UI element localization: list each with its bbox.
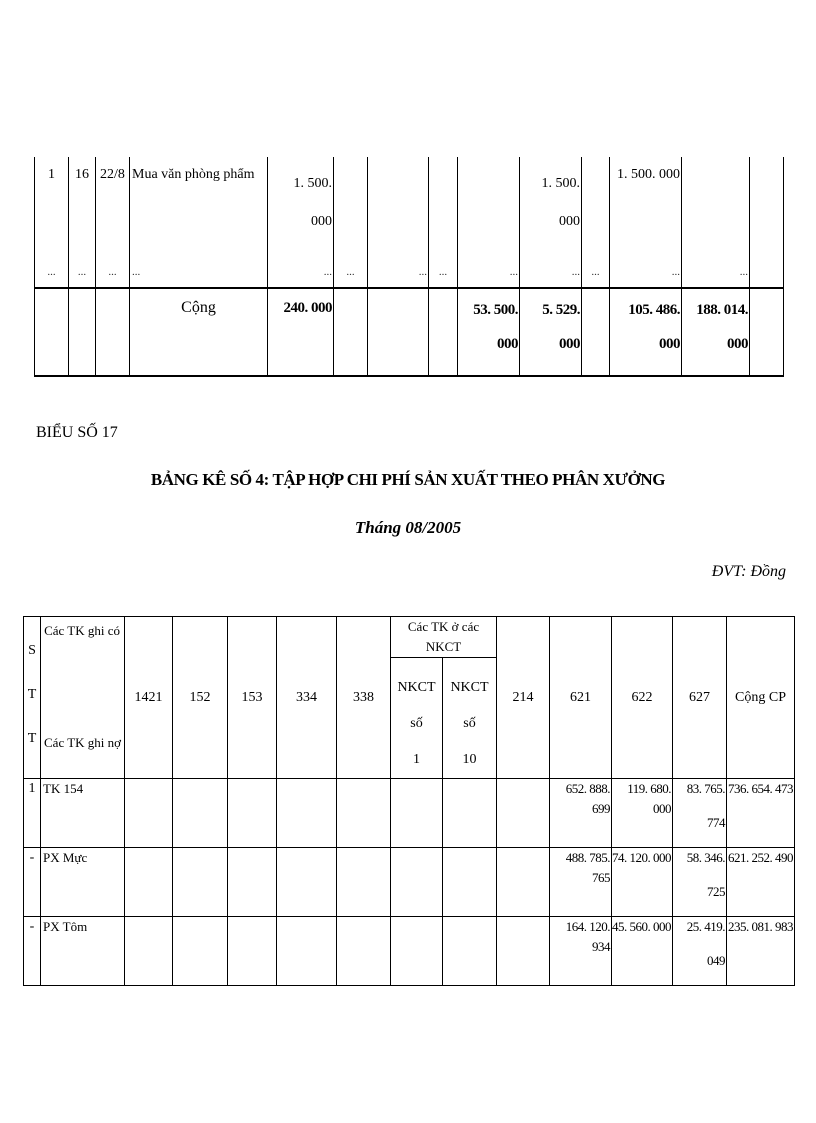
ledger-ellipsis-row xyxy=(35,257,784,288)
empty-cell xyxy=(582,157,610,257)
row-627 xyxy=(673,917,727,986)
empty-cell xyxy=(334,288,368,376)
stt-letter: T xyxy=(27,731,37,746)
row-total: 621. 252. 490 xyxy=(727,848,795,917)
empty-cell xyxy=(125,779,173,848)
empty-cell xyxy=(497,848,550,917)
empty-cell xyxy=(497,779,550,848)
empty-cell xyxy=(750,288,784,376)
item-ct-no: 16 xyxy=(69,157,96,257)
stt-header xyxy=(24,617,41,779)
credit-accounts-label: Các TK ghi có xyxy=(44,623,120,638)
item-stt: 1 xyxy=(35,157,69,257)
row-account-name: PX Mực xyxy=(41,848,125,917)
document-title: BẢNG KÊ SỐ 4: TẬP HỢP CHI PHÍ SẢN XUẤT THEO PHÂN XƯỞNG xyxy=(150,470,666,489)
row-stt: 1 xyxy=(24,779,41,848)
total-v2-line2: 000 xyxy=(497,336,518,352)
empty-cell xyxy=(429,157,458,257)
ellipsis-cell: ... xyxy=(520,257,582,288)
empty-cell xyxy=(750,157,784,257)
ellipsis-cell: ... xyxy=(610,257,682,288)
item-amount-b xyxy=(520,157,582,257)
header-153: 153 xyxy=(228,617,277,779)
item-amount-b-line2: 000 xyxy=(559,214,580,229)
row-627 xyxy=(673,848,727,917)
empty-cell xyxy=(443,779,497,848)
header-1421: 1421 xyxy=(125,617,173,779)
nkct-1-number: 1 xyxy=(413,752,420,767)
row-621: 164. 120. 934 xyxy=(550,917,612,986)
ellipsis-cell: ... xyxy=(682,257,750,288)
empty-cell xyxy=(429,288,458,376)
empty-cell xyxy=(277,917,337,986)
empty-cell xyxy=(337,779,391,848)
row-621: 652. 888. 699 xyxy=(550,779,612,848)
empty-cell xyxy=(391,848,443,917)
total-v5-line2: 000 xyxy=(727,336,748,352)
empty-cell xyxy=(173,848,228,917)
total-v3: 5. 529. 000 xyxy=(520,288,582,376)
empty-cell xyxy=(582,288,610,376)
empty-cell xyxy=(750,257,784,288)
empty-cell xyxy=(173,917,228,986)
empty-cell xyxy=(368,288,429,376)
row-stt: - xyxy=(24,917,41,986)
row-627-line2: 725 xyxy=(707,884,726,899)
row-account-name: PX Tôm xyxy=(41,917,125,986)
row-account-name: TK 154 xyxy=(41,779,125,848)
empty-cell xyxy=(228,848,277,917)
total-v2-line1: 53. 500. xyxy=(473,302,518,318)
nkct-10-number: 10 xyxy=(462,752,477,767)
stt-letter: S xyxy=(28,643,36,658)
empty-cell xyxy=(334,157,368,257)
empty-cell xyxy=(35,288,69,376)
nkct-group-header: Các TK ở các NKCT xyxy=(391,617,497,658)
item-amount-c: 1. 500. 000 xyxy=(610,157,682,257)
row-total: 235. 081. 983 xyxy=(727,917,795,986)
empty-cell xyxy=(368,157,429,257)
row-622: 45. 560. 000 xyxy=(612,917,673,986)
ledger-item-row xyxy=(35,157,784,257)
empty-cell xyxy=(69,288,96,376)
cost-summary-table xyxy=(23,616,795,986)
header-152: 152 xyxy=(173,617,228,779)
total-v1: 240. 000 xyxy=(268,288,334,376)
header-621: 621 xyxy=(550,617,612,779)
empty-cell xyxy=(173,779,228,848)
item-amount-b-line1: 1. 500. xyxy=(541,176,580,191)
ellipsis-cell: ... xyxy=(96,257,130,288)
header-338: 338 xyxy=(337,617,391,779)
empty-cell xyxy=(682,157,750,257)
document-month: Tháng 08/2005 xyxy=(354,518,462,537)
table-row xyxy=(24,917,795,986)
nkct-10-label: NKCT số xyxy=(450,680,489,731)
row-622: 74. 120. 000 xyxy=(612,848,673,917)
empty-cell xyxy=(337,848,391,917)
row-627-line2: 049 xyxy=(707,953,726,968)
total-v5-line1: 188. 014. xyxy=(696,302,748,318)
empty-cell xyxy=(391,779,443,848)
empty-cell xyxy=(337,917,391,986)
row-627 xyxy=(673,779,727,848)
header-row-top xyxy=(24,617,795,658)
row-627-line2: 774 xyxy=(707,815,726,830)
currency-unit: ĐVT: Đồng xyxy=(711,563,786,580)
empty-cell xyxy=(443,917,497,986)
empty-cell xyxy=(96,288,130,376)
item-amount-a-line2: 000 xyxy=(311,214,332,229)
empty-cell xyxy=(277,848,337,917)
ellipsis-cell: ... xyxy=(368,257,429,288)
empty-cell xyxy=(125,917,173,986)
row-stt: - xyxy=(24,848,41,917)
ellipsis-cell: ... xyxy=(458,257,520,288)
ellipsis-cell: ... xyxy=(69,257,96,288)
header-334: 334 xyxy=(277,617,337,779)
table-row xyxy=(24,848,795,917)
row-627-line1: 25. 419. xyxy=(686,919,726,934)
row-621: 488. 785. 765 xyxy=(550,848,612,917)
total-v4 xyxy=(610,288,682,376)
header-nkct-1 xyxy=(391,658,443,779)
empty-cell xyxy=(497,917,550,986)
empty-cell xyxy=(391,917,443,986)
stt-letter: T xyxy=(27,687,37,702)
row-622: 119. 680. 000 xyxy=(612,779,673,848)
empty-cell xyxy=(277,779,337,848)
form-number-label: BIỂU SỐ 17 xyxy=(36,424,118,441)
item-amount-a-line1: 1. 500. xyxy=(293,176,332,191)
row-627-line1: 83. 765. xyxy=(686,781,726,796)
empty-cell xyxy=(228,917,277,986)
empty-cell xyxy=(458,157,520,257)
empty-cell xyxy=(443,848,497,917)
total-v4-line1: 105. 486. xyxy=(628,302,680,318)
total-v2 xyxy=(458,288,520,376)
header-627: 627 xyxy=(673,617,727,779)
total-v4-line2: 000 xyxy=(659,336,680,352)
header-622: 622 xyxy=(612,617,673,779)
total-v5 xyxy=(682,288,750,376)
ellipsis-cell: ... xyxy=(130,257,268,288)
table-row xyxy=(24,779,795,848)
nkct-1-label: NKCT số xyxy=(397,680,436,731)
ellipsis-cell: ... xyxy=(429,257,458,288)
ellipsis-cell: ... xyxy=(35,257,69,288)
header-total-cost: Cộng CP xyxy=(727,617,795,779)
account-diagonal-header xyxy=(41,617,125,779)
header-214: 214 xyxy=(497,617,550,779)
item-date: 22/8 xyxy=(96,157,130,257)
debit-accounts-label: Các TK ghi nợ xyxy=(44,735,122,750)
top-ledger-table xyxy=(34,157,784,377)
row-627-line1: 58. 346. xyxy=(686,850,726,865)
item-description: Mua văn phòng phẩm xyxy=(130,157,268,257)
ellipsis-cell: ... xyxy=(334,257,368,288)
ellipsis-cell: ... xyxy=(268,257,334,288)
total-label: Cộng xyxy=(130,288,268,376)
empty-cell xyxy=(125,848,173,917)
row-total: 736. 654. 473 xyxy=(727,779,795,848)
item-amount-a xyxy=(268,157,334,257)
ellipsis-cell: ... xyxy=(582,257,610,288)
empty-cell xyxy=(228,779,277,848)
header-nkct-10 xyxy=(443,658,497,779)
ledger-total-row xyxy=(35,288,784,376)
